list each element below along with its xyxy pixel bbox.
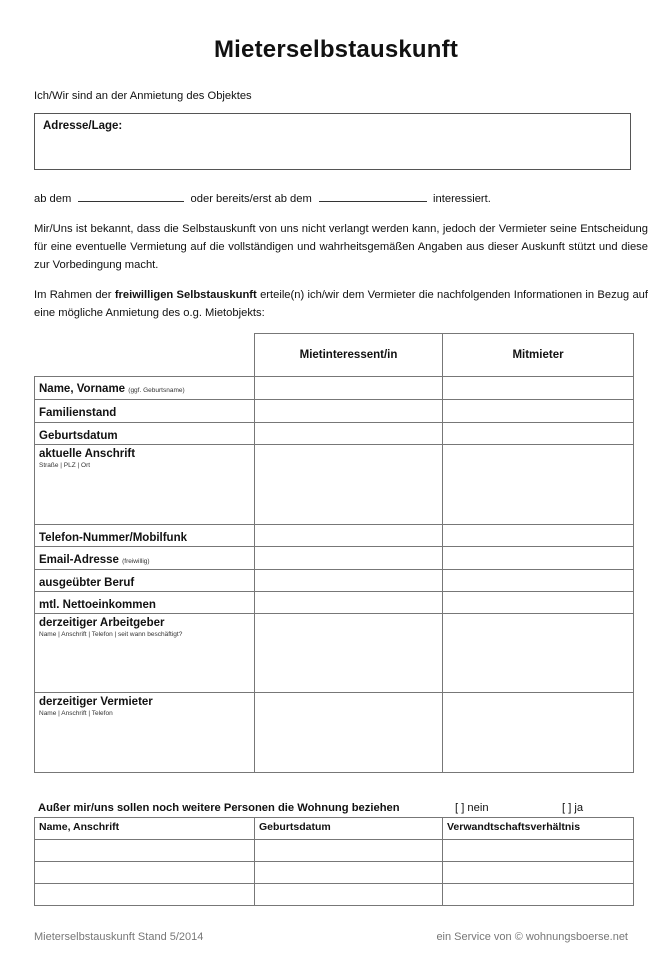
col-header-interest: Mietinteressent/in bbox=[255, 334, 443, 377]
table-row bbox=[35, 693, 634, 773]
col-header-relation: Verwandtschaftsverhältnis bbox=[443, 818, 634, 840]
start-date-blank[interactable] bbox=[78, 191, 184, 202]
table-row bbox=[35, 445, 634, 525]
row-label-anschrift: aktuelle Anschrift Straße | PLZ | Ort bbox=[35, 445, 255, 525]
table-row bbox=[35, 614, 634, 693]
row-label-name: Name, Vorname (ggf. Geburtsname) bbox=[35, 377, 255, 400]
interessiert-text: interessiert. bbox=[433, 193, 491, 205]
intro-text: Ich/Wir sind an der Anmietung des Objektes bbox=[34, 90, 252, 102]
person-2-name-cell[interactable] bbox=[35, 862, 255, 884]
table-row bbox=[35, 525, 634, 547]
cell-comieter-telefon[interactable] bbox=[443, 525, 634, 547]
table-row bbox=[35, 840, 634, 862]
row-label-beruf: ausgeübter Beruf bbox=[35, 570, 255, 592]
additional-persons-question: Außer mir/uns sollen noch weitere Personen die Wohnung beziehen bbox=[38, 802, 400, 814]
cell-comieter-familienstand[interactable] bbox=[443, 400, 634, 423]
table-row bbox=[35, 423, 634, 445]
table-row bbox=[35, 377, 634, 400]
person-3-name-cell[interactable] bbox=[35, 884, 255, 906]
cell-comieter-arbeitgeber[interactable] bbox=[443, 614, 634, 693]
cell-comieter-name[interactable] bbox=[443, 377, 634, 400]
table-row bbox=[35, 547, 634, 570]
row-label-familienstand: Familienstand bbox=[35, 400, 255, 423]
table-row bbox=[35, 884, 634, 906]
cell-interest-familienstand[interactable] bbox=[255, 400, 443, 423]
cell-interest-vermieter[interactable] bbox=[255, 693, 443, 773]
person-2-relation-cell[interactable] bbox=[443, 862, 634, 884]
cell-interest-telefon[interactable] bbox=[255, 525, 443, 547]
date-line bbox=[34, 190, 491, 208]
persons-table bbox=[34, 817, 634, 906]
cell-interest-name[interactable] bbox=[255, 377, 443, 400]
option-no-checkbox[interactable]: [ ] nein bbox=[455, 802, 489, 814]
address-box[interactable] bbox=[34, 113, 631, 170]
row-label-email: Email-Adresse (freiwillig) bbox=[35, 547, 255, 570]
row-label-telefon: Telefon-Nummer/Mobilfunk bbox=[35, 525, 255, 547]
ab-dem-text: ab dem bbox=[34, 193, 72, 205]
page-title: Mieterselbstauskunft bbox=[213, 36, 459, 63]
cell-comieter-beruf[interactable] bbox=[443, 570, 634, 592]
person-1-birth-cell[interactable] bbox=[255, 840, 443, 862]
table-row bbox=[35, 592, 634, 614]
cell-interest-anschrift[interactable] bbox=[255, 445, 443, 525]
cell-interest-geburtsdatum[interactable] bbox=[255, 423, 443, 445]
row-label-arbeitgeber: derzeitiger Arbeitgeber Name | Anschrift | Telefon | seit wann beschäftigt? bbox=[35, 614, 255, 693]
footer-right: ein Service von © wohnungsboerse.net bbox=[436, 931, 628, 943]
paragraph-voluntary-post: erteile(n) ich/wir dem Vermieter die nachfolgenden Informationen in Bezug auf eine mögliche Anmietung des o.g. Mietobjekts: bbox=[34, 289, 649, 319]
person-3-relation-cell[interactable] bbox=[443, 884, 634, 906]
cell-comieter-einkommen[interactable] bbox=[443, 592, 634, 614]
table-corner bbox=[35, 334, 255, 377]
cell-interest-einkommen[interactable] bbox=[255, 592, 443, 614]
cell-comieter-vermieter[interactable] bbox=[443, 693, 634, 773]
row-label-einkommen: mtl. Nettoeinkommen bbox=[35, 592, 255, 614]
table-row bbox=[35, 862, 634, 884]
row-label-vermieter: derzeitiger Vermieter Name | Anschrift | Telefon bbox=[35, 693, 255, 773]
paragraph-notice: Mir/Uns ist bekannt, dass die Selbstauskunft von uns nicht verlangt werden kann, jedoch der Vermieter seine Entscheidung für eine eventuelle Vermietung auf die vollständigen und wahrheitsgemäßen Angaben aus dieser Auskunft stützt und diese zur Vorbedingung macht. bbox=[34, 223, 648, 271]
alt-date-blank[interactable] bbox=[319, 191, 427, 202]
address-label: Adresse/Lage: bbox=[43, 120, 123, 132]
cell-comieter-geburtsdatum[interactable] bbox=[443, 423, 634, 445]
col-header-comieter: Mitmieter bbox=[443, 334, 634, 377]
col-header-birth: Geburtsdatum bbox=[255, 818, 443, 840]
applicant-table bbox=[34, 333, 634, 773]
paragraph-voluntary-bold: freiwilligen Selbstauskunft bbox=[114, 289, 257, 301]
cell-interest-beruf[interactable] bbox=[255, 570, 443, 592]
oder-text: oder bereits/erst ab dem bbox=[190, 193, 312, 205]
paragraph-voluntary-pre: Im Rahmen der bbox=[34, 289, 112, 301]
cell-comieter-anschrift[interactable] bbox=[443, 445, 634, 525]
person-2-birth-cell[interactable] bbox=[255, 862, 443, 884]
person-3-birth-cell[interactable] bbox=[255, 884, 443, 906]
cell-interest-arbeitgeber[interactable] bbox=[255, 614, 443, 693]
paragraph-voluntary bbox=[34, 286, 648, 322]
col-header-name: Name, Anschrift bbox=[35, 818, 255, 840]
table-row bbox=[35, 400, 634, 423]
table-row bbox=[35, 570, 634, 592]
person-1-name-cell[interactable] bbox=[35, 840, 255, 862]
person-1-relation-cell[interactable] bbox=[443, 840, 634, 862]
row-label-geburtsdatum: Geburtsdatum bbox=[35, 423, 255, 445]
cell-interest-email[interactable] bbox=[255, 547, 443, 570]
option-yes-checkbox[interactable]: [ ] ja bbox=[562, 802, 584, 814]
footer-left: Mieterselbstauskunft Stand 5/2014 bbox=[34, 931, 204, 943]
cell-comieter-email[interactable] bbox=[443, 547, 634, 570]
